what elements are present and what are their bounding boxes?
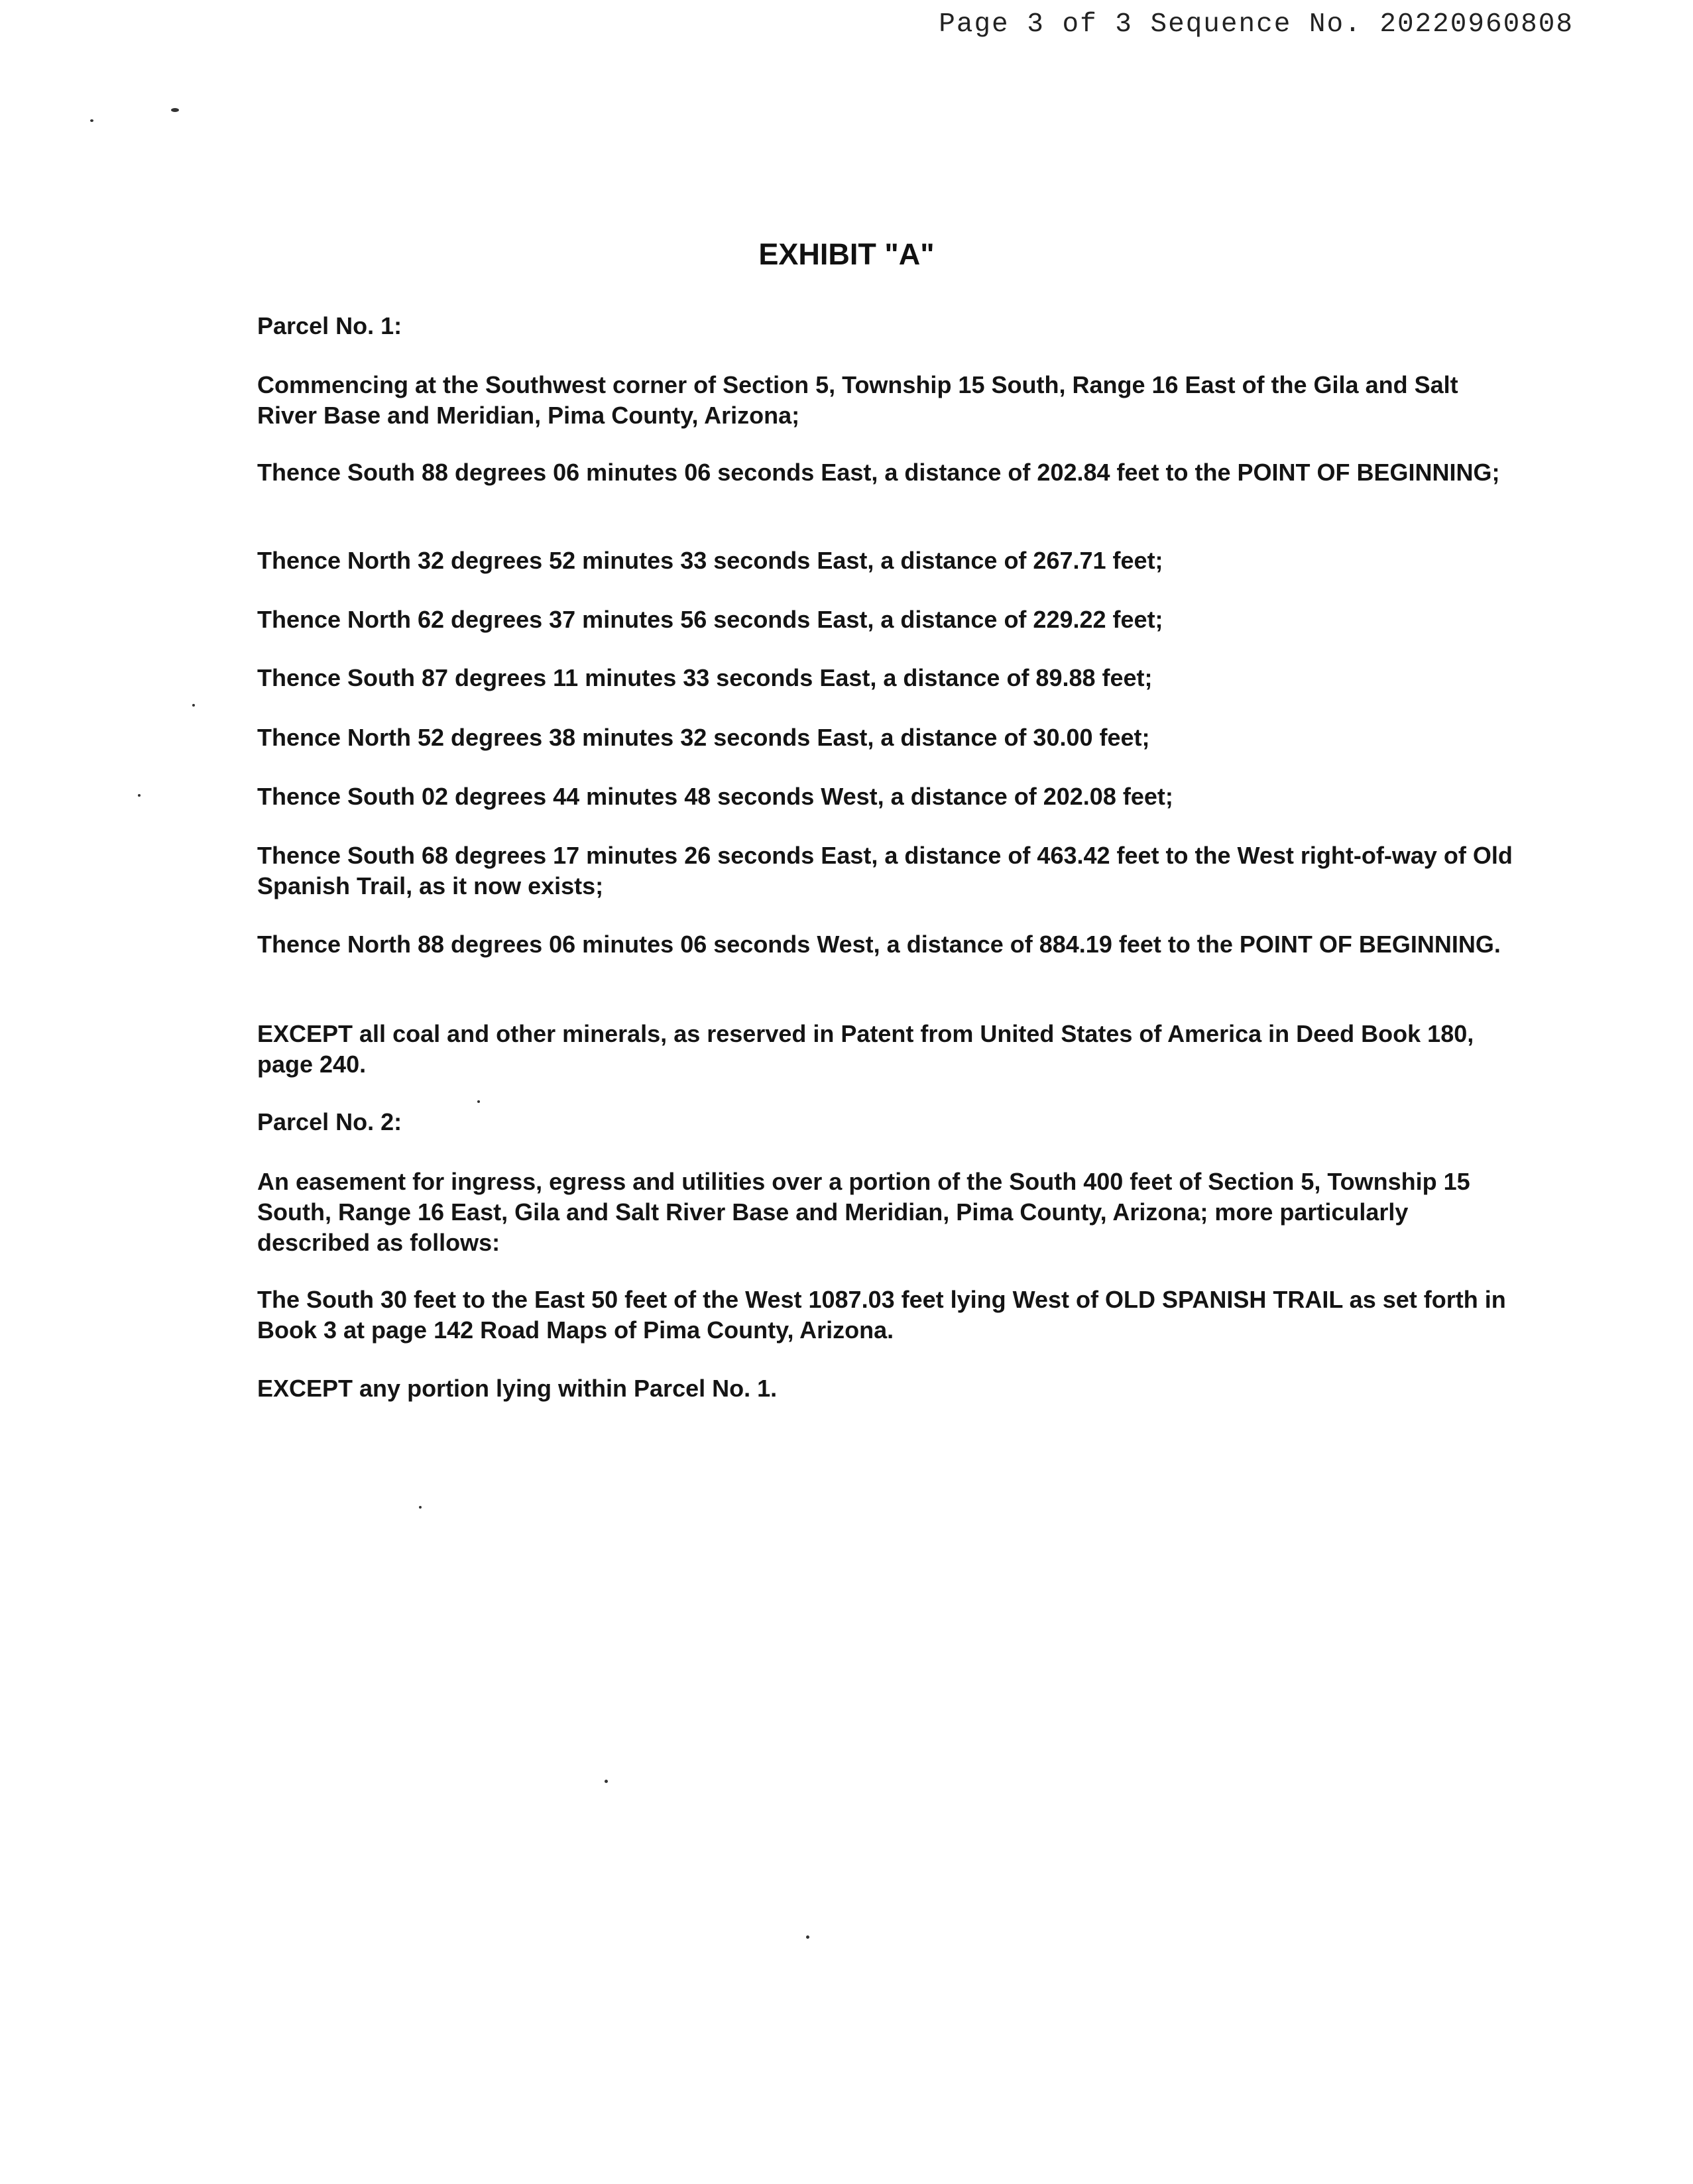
course-7: Thence South 68 degrees 17 minutes 26 seconds East, a distance of 463.42 feet to the West right-of-way of Old Spanish Trail, as it now exists; [257, 842, 1513, 899]
exhibit-title: EXHIBIT "A" [758, 237, 935, 271]
scan-speck [806, 1935, 809, 1939]
scan-speck [419, 1506, 422, 1509]
course-6: Thence South 02 degrees 44 minutes 48 seconds West, a distance of 202.08 feet; [257, 783, 1173, 810]
course-1: Thence South 88 degrees 06 minutes 06 seconds East, a distance of 202.84 feet to the POINT OF BEGINNING; [257, 459, 1500, 486]
course-2: Thence North 32 degrees 52 minutes 33 seconds East, a distance of 267.71 feet; [257, 547, 1163, 574]
parcel-2-heading: Parcel No. 2: [257, 1108, 402, 1135]
parcel-1-heading: Parcel No. 1: [257, 312, 402, 339]
page-sequence-header: Page 3 of 3 Sequence No. 20220960808 [939, 9, 1574, 40]
scan-speck [90, 119, 93, 122]
course-3: Thence North 62 degrees 37 minutes 56 seconds East, a distance of 229.22 feet; [257, 606, 1163, 633]
scan-speck [138, 794, 141, 797]
parcel-1-exception: EXCEPT all coal and other minerals, as reserved in Patent from United States of America in Deed Book 180, page 240. [257, 1020, 1474, 1078]
parcel-1-commencing: Commencing at the Southwest corner of Section 5, Township 15 South, Range 16 East of the Gila and Salt River Base and Meridian, Pima County, Arizona; [257, 371, 1458, 429]
scan-speck [477, 1100, 480, 1103]
course-4: Thence South 87 degrees 11 minutes 33 seconds East, a distance of 89.88 feet; [257, 664, 1153, 691]
parcel-2-easement: An easement for ingress, egress and utilities over a portion of the South 400 feet of Section 5, Township 15 South, Range 16 East, Gila and Salt River Base and Meridian, Pima County, Arizona; more particularly described as follows: [257, 1168, 1470, 1256]
scan-speck [605, 1780, 608, 1783]
scan-speck [171, 108, 179, 112]
course-5: Thence North 52 degrees 38 minutes 32 seconds East, a distance of 30.00 feet; [257, 724, 1150, 751]
parcel-2-exception: EXCEPT any portion lying within Parcel No. 1. [257, 1375, 778, 1402]
parcel-2-description: The South 30 feet to the East 50 feet of the West 1087.03 feet lying West of OLD SPANISH TRAIL as set forth in Book 3 at page 142 Road Maps of Pima County, Arizona. [257, 1286, 1506, 1344]
scan-speck [192, 704, 195, 707]
course-8: Thence North 88 degrees 06 minutes 06 seconds West, a distance of 884.19 feet to the POINT OF BEGINNING. [257, 931, 1501, 958]
